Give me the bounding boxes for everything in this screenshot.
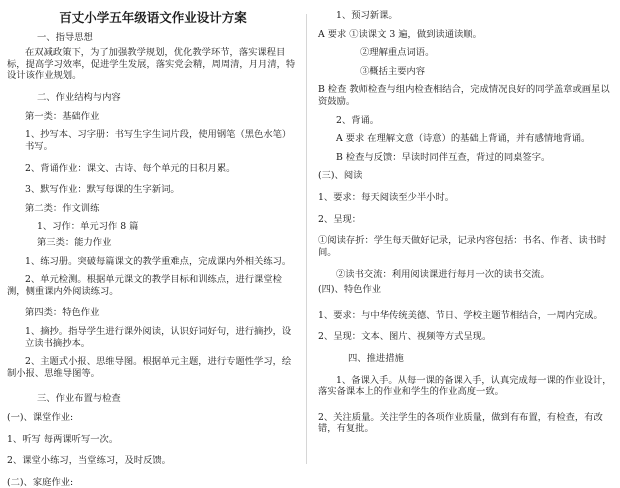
paragraph: ②理解重点词语。 bbox=[360, 47, 435, 59]
paragraph: 1、预习新课。 bbox=[336, 10, 398, 21]
column-divider bbox=[306, 14, 307, 464]
paragraph: 1、备课入手。从每一课的备课入手，认真完成每一课的作业设计，落实备课本上的作业和学生的作业高度一致。 bbox=[318, 374, 612, 398]
paragraph: 2、呈现： bbox=[318, 213, 362, 225]
paragraph: (二)、家庭作业: bbox=[7, 476, 74, 488]
paragraph: 第二类：作文训练 bbox=[25, 202, 100, 214]
paragraph: 二、作业结构与内容 bbox=[37, 92, 121, 104]
right-column-body bbox=[318, 10, 614, 435]
paragraph: 第三类：能力作业 bbox=[37, 236, 112, 248]
paragraph: 3、默写作业：默写每课的生字新词。 bbox=[25, 184, 180, 196]
paragraph: 1、摘抄。指导学生进行课外阅读，认识好词好句，进行摘抄，设立读书摘抄本。 bbox=[25, 325, 292, 349]
paragraph: 1、抄写本、习字册：书写生字生词片段，使用钢笔（黑色水笔）书写。 bbox=[25, 129, 292, 152]
paragraph: (四)、特色作业 bbox=[318, 284, 382, 296]
paragraph: 1、习作：单元习作 8 篇 bbox=[37, 221, 139, 233]
paragraph: ②读书交流：利用阅读课进行每月一次的读书交流。 bbox=[336, 268, 550, 280]
paragraph: 1、练习册。突破每篇课文的教学重难点，完成课内外相关练习。 bbox=[25, 255, 292, 267]
paragraph: 2、单元检测。根据单元课文的教学目标和训练点，进行课堂检测，侧重课内外阅读练习。 bbox=[7, 274, 282, 297]
paragraph: 1、听写 每两课听写一次。 bbox=[7, 433, 119, 445]
paragraph: A 要求 ①读课文 3 遍，做到读通读顺。 bbox=[318, 28, 482, 40]
paragraph: ①阅读存折：学生每天做好记录，记录内容包括：书名、作者、读书时间。 bbox=[318, 235, 607, 258]
left-column bbox=[7, 10, 299, 488]
paragraph: B 检查 教师检查与组内检查相结合，完成情况良好的同学盖章或画星以资鼓励。 bbox=[318, 84, 610, 108]
paragraph: A 要求 在理解文意（诗意）的基础上背诵，并有感情地背诵。 bbox=[336, 133, 591, 145]
paragraph: 1、要求：每天阅读至少半小时。 bbox=[318, 192, 455, 204]
paragraph: 第四类：特色作业 bbox=[25, 307, 100, 319]
paragraph: 在双减政策下，为了加强教学规划，优化教学环节，落实课程目标，提高学习效率，促进学生发展，落实党会精，周周清，月月清，特设计该作业规划。 bbox=[7, 47, 296, 82]
paragraph: 2、课堂小练习，当堂练习，及时反馈。 bbox=[7, 455, 171, 467]
paragraph: (一)、课堂作业: bbox=[7, 412, 74, 424]
paragraph: 2、主题式小报、思维导图。根据单元主题，进行专题性学习，绘制小报、思维导图等。 bbox=[7, 356, 292, 379]
right-column bbox=[318, 10, 614, 435]
paragraph: 1、要求：与中华传统美德、节日、学校主题节相结合，一周内完成。 bbox=[318, 309, 603, 321]
paragraph: (三)、阅读 bbox=[318, 170, 363, 182]
paragraph: 2、呈现：文本、图片、视频等方式呈现。 bbox=[318, 331, 492, 343]
paragraph: B 检查与反馈：早读时同伴互查，背过的同桌签字。 bbox=[336, 151, 551, 163]
paragraph: 一、指导思想 bbox=[37, 31, 93, 43]
paragraph: 2、关注质量。关注学生的各项作业质量，做到有布置，有检查，有改错，有复批。 bbox=[318, 411, 603, 435]
paragraph: 2、背诵作业：课文、古诗、每个单元的日积月累。 bbox=[25, 162, 236, 174]
paragraph: 三、作业布置与检查 bbox=[37, 393, 121, 405]
paragraph: 四、推进措施 bbox=[348, 352, 404, 364]
paragraph: 2、背诵。 bbox=[336, 114, 380, 126]
paragraph: ③概括主要内容 bbox=[360, 65, 426, 77]
document-title: 百丈小学五年级语文作业设计方案 bbox=[59, 10, 247, 25]
left-column-body bbox=[7, 32, 299, 488]
paragraph: 第一类：基础作业 bbox=[25, 110, 100, 122]
